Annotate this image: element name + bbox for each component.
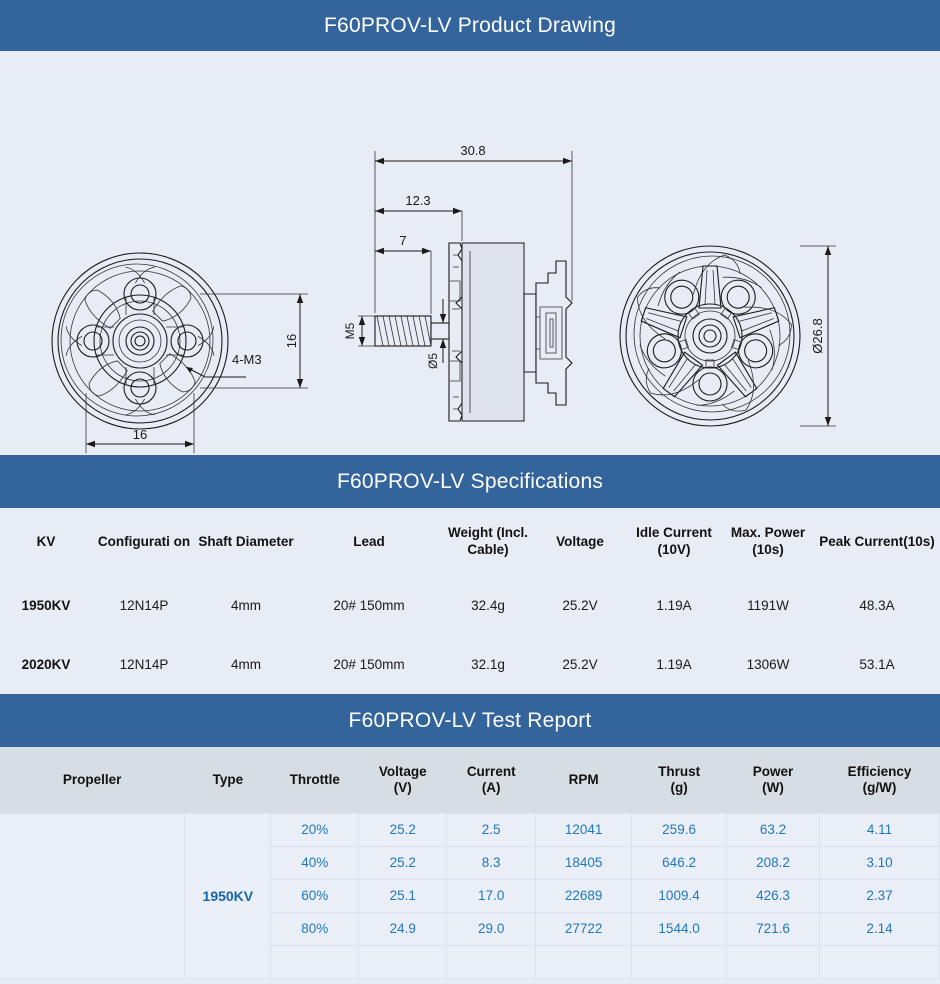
side-view-drawing — [340, 51, 600, 455]
total-length-label: 30.8 — [460, 143, 486, 158]
thread-spec-dimension — [358, 316, 375, 346]
test-cell-rpm — [536, 945, 632, 978]
test-col-type: Type — [185, 747, 271, 813]
spec-cell-lead: 20# 150mm — [333, 598, 405, 613]
spec-row — [0, 635, 940, 694]
motor-can — [462, 243, 524, 421]
test-cell-current: 2.5 — [447, 813, 536, 846]
spec-cell-configuration: 12N14P — [119, 598, 169, 613]
bell-diameter-label: Ø26.8 — [810, 318, 825, 354]
test-cell-thrust: 1544.0 — [632, 912, 727, 945]
shaft-diameter-label: Ø5 — [426, 352, 440, 370]
test-cell-efficiency: 4.11 — [819, 813, 939, 846]
test-cell-voltage: 25.2 — [359, 813, 447, 846]
spec-cell-peak-current: 53.1A — [859, 657, 895, 672]
test-cell-throttle: 60% — [271, 879, 359, 912]
test-cell-thrust — [632, 945, 727, 978]
spec-header-row — [0, 508, 940, 576]
test-header-row — [0, 747, 940, 813]
spec-section-title: F60PROV-LV Specifications — [336, 469, 604, 493]
test-section-title: F60PROV-LV Test Report — [348, 708, 592, 732]
test-cell-power: 208.2 — [727, 846, 820, 879]
test-cell-power: 721.6 — [727, 912, 820, 945]
spec-col-peak-current: Peak Current(10s) — [819, 533, 935, 549]
test-cell-throttle: 80% — [271, 912, 359, 945]
drawing-section-banner — [0, 0, 940, 51]
test-col-current: Current (A) — [447, 747, 536, 813]
bottom-width-label: 16 — [132, 427, 148, 442]
test-cell-thrust: 259.6 — [632, 813, 727, 846]
mid-length-label: 12.3 — [405, 193, 431, 208]
product-drawing-area — [0, 51, 940, 455]
test-cell-power: 63.2 — [727, 813, 820, 846]
test-cell-current — [447, 945, 536, 978]
test-cell-rpm: 27722 — [536, 912, 632, 945]
spec-col-idle-current: Idle Current (10V) — [636, 525, 712, 557]
spec-section-banner — [0, 455, 940, 508]
test-cell-efficiency: 2.14 — [819, 912, 939, 945]
specifications-table-wrap — [0, 508, 940, 694]
test-cell-thrust: 646.2 — [632, 846, 727, 879]
spec-col-voltage: Voltage — [556, 533, 604, 549]
test-cell-thrust: 1009.4 — [632, 879, 727, 912]
thread-length-dimension — [375, 248, 431, 314]
test-cell-power — [727, 945, 820, 978]
specifications-table — [0, 508, 940, 694]
spec-cell-peak-current: 48.3A — [859, 598, 895, 613]
test-cell-efficiency: 3.10 — [819, 846, 939, 879]
test-col-rpm: RPM — [536, 747, 632, 813]
mid-length-dimension — [375, 208, 462, 241]
table-row — [0, 813, 940, 846]
test-cell-voltage: 25.2 — [359, 846, 447, 879]
spec-col-max-power: Max. Power (10s) — [730, 525, 806, 557]
test-cell-rpm: 22689 — [536, 879, 632, 912]
top-view-drawing — [600, 51, 940, 455]
test-report-table — [0, 747, 940, 979]
spec-cell-idle-current: 1.19A — [656, 657, 692, 672]
test-cell-throttle: 40% — [271, 846, 359, 879]
spec-cell-shaft: 4mm — [231, 598, 261, 613]
spec-col-lead: Lead — [353, 533, 385, 549]
test-col-power: Power (W) — [727, 747, 820, 813]
spec-cell-kv: 2020KV — [21, 657, 71, 672]
test-cell-throttle: 20% — [271, 813, 359, 846]
test-cell-throttle — [271, 945, 359, 978]
test-cell-rpm: 12041 — [536, 813, 632, 846]
spec-col-kv: KV — [36, 533, 56, 549]
motor-base — [449, 243, 462, 421]
test-cell-voltage: 24.9 — [359, 912, 447, 945]
spec-cell-weight: 32.4g — [471, 598, 505, 613]
test-col-efficiency: Efficiency (g/W) — [819, 747, 939, 813]
drawing-section-title: F60PROV-LV Product Drawing — [324, 13, 616, 37]
test-cell-efficiency: 2.37 — [819, 879, 939, 912]
test-cell-power: 426.3 — [727, 879, 820, 912]
spec-cell-voltage: 25.2V — [562, 657, 598, 672]
spec-cell-voltage: 25.2V — [562, 598, 598, 613]
test-cell-current: 17.0 — [447, 879, 536, 912]
spec-col-configuration: Configurati on — [97, 533, 191, 549]
test-cell-type: 1950KV — [185, 813, 271, 978]
prop-mount — [524, 261, 572, 405]
test-cell-current: 29.0 — [447, 912, 536, 945]
test-col-thrust: Thrust (g) — [632, 747, 727, 813]
spec-cell-configuration: 12N14P — [119, 657, 169, 672]
spec-row — [0, 576, 940, 635]
spec-cell-shaft: 4mm — [231, 657, 261, 672]
shaft-thread — [375, 316, 449, 346]
thread-spec-label: M5 — [343, 322, 357, 340]
spec-col-shaft: Shaft Diameter — [198, 533, 294, 549]
test-cell-rpm: 18405 — [536, 846, 632, 879]
bottom-height-label: 16 — [284, 333, 299, 349]
spec-cell-lead: 20# 150mm — [333, 657, 405, 672]
test-cell-efficiency — [819, 945, 939, 978]
thread-length-label: 7 — [399, 233, 407, 248]
spec-cell-idle-current: 1.19A — [656, 598, 692, 613]
test-cell-voltage — [359, 945, 447, 978]
test-col-throttle: Throttle — [271, 747, 359, 813]
spec-cell-kv: 1950KV — [21, 598, 71, 613]
spec-cell-weight: 32.1g — [471, 657, 505, 672]
test-col-propeller: Propeller — [0, 747, 185, 813]
test-cell-voltage: 25.1 — [359, 879, 447, 912]
spec-cell-max-power: 1191W — [747, 598, 789, 613]
test-cell-current: 8.3 — [447, 846, 536, 879]
test-section-banner — [0, 694, 940, 747]
spec-cell-max-power: 1306W — [746, 657, 790, 672]
test-cell-propeller — [0, 813, 185, 978]
test-col-voltage: Voltage (V) — [359, 747, 447, 813]
bottom-view-drawing — [0, 51, 340, 455]
spec-col-weight: Weight (Incl. Cable) — [448, 525, 528, 557]
m3-callout-label: 4-M3 — [232, 352, 262, 367]
